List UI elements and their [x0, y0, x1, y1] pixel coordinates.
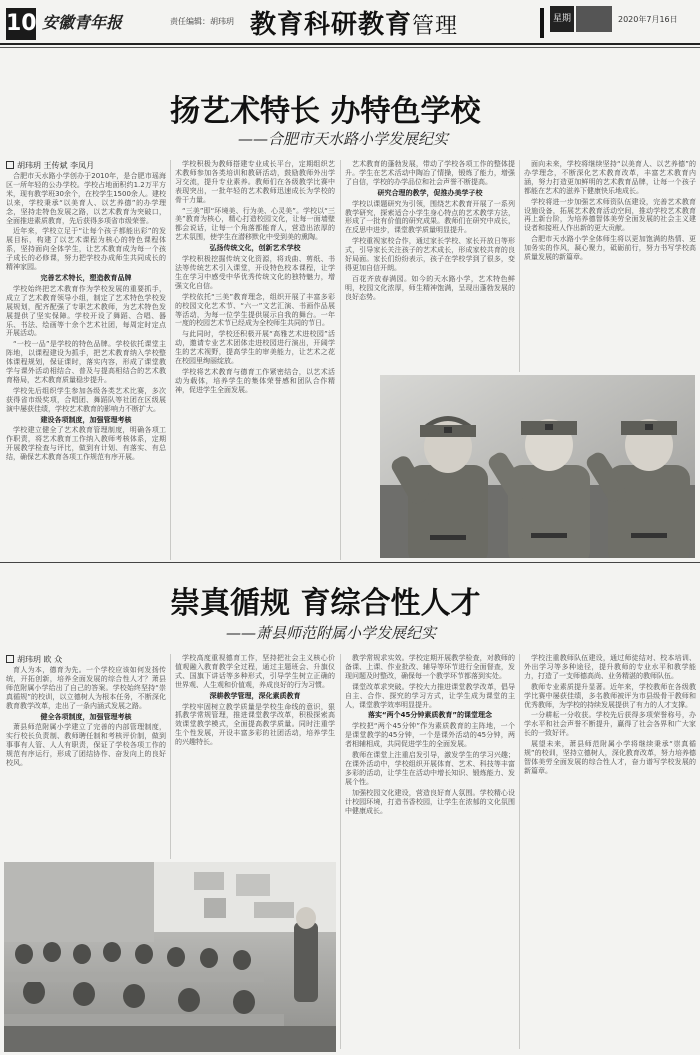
- paragraph: 学校将进一步加强艺术师资队伍建设，完善艺术教育设施设备，拓展艺术教育活动空间，推动学校艺术教育再上新台阶，为培养德智体美劳全面发展的社会主义建设者和接班人作出新的更大贡献。: [524, 197, 696, 233]
- article1-column-2: [175, 160, 335, 557]
- paragraph: 学校建立健全了艺术教育管理制度，明确各项工作职责，将艺术教育工作纳入教师考核体系，定期开展教学检查与评比，做到有计划、有落实、有总结，确保艺术教育各项工作规范有序开展。: [6, 426, 166, 462]
- paragraph: 学校以课题研究为引领，围绕艺术教育开展了一系列教学研究，探索适合小学生身心特点的艺术教学方法，形成了一批有价值的研究成果。教师们在研究中成长，在反思中进步，课堂教学质量明显提升。: [345, 199, 515, 235]
- article1-headline: 扬艺术特长 办特色学校: [170, 94, 481, 129]
- paragraph: 展望未来，萧县师范附属小学将继续秉承“崇真循规”的校训，坚持立德树人，深化教育改革，努力培养德智体美劳全面发展的综合性人才，奋力谱写学校发展的新篇章。: [524, 740, 696, 775]
- column-divider: [340, 160, 341, 560]
- paragraph: 学校始终把艺术教育作为学校发展的重要抓手，成立了艺术教育领导小组，制定了艺术特色学校发展规划，配齐配强了专职艺术教师，为艺术特色发展提供了坚实保障。学校开设了舞蹈、合唱、器乐、书法、绘画等十余个艺术社团，每周定时定点开展活动。: [6, 284, 166, 338]
- section-divider: [0, 562, 700, 563]
- column-divider: [340, 654, 341, 1049]
- article2-column-1: [6, 666, 166, 858]
- article2-byline: [6, 654, 62, 665]
- paragraph: 教师专业素质提升显著。近年来，学校教师在各级教学比赛中屡获佳绩，多名教师被评为市县级骨干教师和优秀教师，为学校的持续发展提供了有力的人才支撑。: [524, 682, 696, 709]
- article2-headline: 崇真循规 育综合性人才: [170, 586, 481, 621]
- paragraph: 合肥市天水路小学全体师生将以更加饱满的热情、更加务实的作风，凝心聚力，砥砺前行，努力书写学校高质量发展的新篇章。: [524, 235, 696, 262]
- byline-square-icon: [6, 161, 14, 169]
- paragraph: 学校积极挖掘传统文化资源，将戏曲、剪纸、书法等传统艺术引入课堂，开设特色校本课程，让学生在学习中感受中华优秀传统文化的独特魅力，增强文化自信。: [175, 255, 335, 290]
- article2-column-4: [524, 654, 696, 1049]
- paragraph: 学校依托“三美”教育理念，组织开展了丰富多彩的校园文化艺术节、“六一”文艺汇演、书画作品展等活动，为每一位学生提供展示自我的舞台。一年一度的校园艺术节已经成为全校师生共同的节日。: [175, 292, 335, 328]
- paragraph: 百花齐放春满园。如今的天水路小学，艺术特色鲜明，校园文化浓厚，师生精神饱满，呈现出蓬勃发展的良好态势。: [345, 274, 515, 301]
- paragraph: 学校高度重视德育工作，坚持把社会主义核心价值观融入教育教学全过程，通过主题班会、升旗仪式、国旗下讲话等多种形式，引导学生树立正确的世界观、人生观和价值观，养成良好的行为习惯。: [175, 654, 335, 689]
- paragraph: 一分耕耘一分收获。学校先后获得多项荣誉称号，办学水平和社会声誉不断提升，赢得了社会各界和广大家长的一致好评。: [524, 711, 696, 738]
- paragraph: 学校注重教师队伍建设，通过师徒结对、校本培训、外出学习等多种途径，提升教师的专业水平和教学能力，打造了一支师德高尚、业务精湛的教师队伍。: [524, 654, 696, 680]
- article1-column-1: [6, 172, 166, 557]
- brand-part-3: 管理: [412, 14, 459, 39]
- paragraph: “一校一品”是学校的特色品牌。学校依托课堂主阵地，以课程建设为抓手，把艺术教育纳入学校整体课程规划，保证课时，落实内容，形成了课堂教学与课外活动相结合、普及与提高相结合的艺术教育格局，艺术教育质量稳步提升。: [6, 340, 166, 384]
- brand-part-1: 教育科研: [250, 10, 359, 40]
- paragraph: 学校将艺术教育与德育工作紧密结合，以艺术活动为载体，培养学生的集体荣誉感和团队合作精神，促进学生全面发展。: [175, 367, 335, 394]
- paragraph: 学校积极为教师搭建专业成长平台，定期组织艺术教师参加各类培训和教研活动，鼓励教师外出学习交流，提升专业素养。教师们在各级教学比赛中表现突出，一批年轻的艺术教师迅速成长为学校的骨干力量。: [175, 160, 335, 204]
- column-divider: [519, 654, 520, 1049]
- article1-byline: [6, 160, 94, 171]
- section-brand: [250, 4, 458, 41]
- issue-date: 2020年7月16日: [618, 15, 678, 24]
- weekday-badge: 星期: [550, 6, 574, 32]
- section-subheading: 深耕教学管理，深化素质教育: [209, 691, 301, 700]
- section-subheading: 完善艺术特长，塑造教育品牌: [40, 273, 132, 282]
- paragraph: 与此同时，学校还积极开展“高雅艺术进校园”活动，邀请专业艺术团体走进校园进行演出，开阔学生的艺术视野，提高学生的审美能力，让艺术之花在校园里绚丽绽放。: [175, 330, 335, 366]
- section-subheading: 研究合理的教学，促推办美学子校: [377, 188, 483, 197]
- students-saluting-photo: [380, 375, 695, 558]
- paragraph: 学校牢固树立教学质量是学校生命线的意识，狠抓教学常规管理，推进课堂教学改革，积极探索高效课堂教学模式，全面提高教学质量。同时注重学生个性发展，开设丰富多彩的社团活动，培养学生的兴趣特长。: [175, 702, 335, 747]
- article1-column-3: [345, 160, 515, 372]
- brand-part-2: 教育: [358, 10, 413, 40]
- paragraph: 面向未来，学校将继续坚持“以美育人、以艺养德”的办学理念，不断深化艺术教育改革，丰富艺术教育内涵，努力打造更加鲜明的艺术教育品牌，让每一个孩子都能在艺术的滋养下健康快乐地成长。: [524, 160, 696, 195]
- article2-column-3: [345, 654, 515, 1049]
- paragraph: 教师在课堂上注重启发引导，激发学生的学习兴趣；在课外活动中，学校组织开展体育、艺术、科技等丰富多彩的活动，让学生在活动中增长知识、锻炼能力、发展个性。: [345, 751, 515, 786]
- article2-column-2: [175, 654, 335, 859]
- masthead-bar: [540, 8, 544, 38]
- article1-byline-text: 胡玮玥 王传斌 李凤月: [17, 161, 95, 170]
- article2-subheadline: ——萧县师范附属小学发展纪实: [226, 624, 437, 642]
- weekday-badge-block: [576, 6, 612, 32]
- article2-byline-text: 胡玮玥 欧 众: [17, 655, 63, 664]
- section-subheading: 健全各项制度，加强管理考核: [40, 712, 132, 721]
- editor-credit: 责任编辑：胡玮玥: [170, 17, 234, 26]
- paragraph: 萧县师范附属小学建立了完善的内部管理制度，实行校长负责制、教师聘任制和考核评价制，做到事事有人管、人人有职责，保证了学校各项工作的规范有序运行，形成了团结协作、奋发向上的良好校风。: [6, 723, 166, 768]
- column-divider: [519, 160, 520, 372]
- column-divider: [170, 654, 171, 859]
- byline-square-icon: [6, 655, 14, 663]
- paragraph: 学校先后组织学生参加各级各类艺术比赛，多次获得省市级奖项，合唱团、舞蹈队等社团在区级展演中屡获佳绩，学校艺术教育的影响力不断扩大。: [6, 386, 166, 413]
- article1-subheadline: ——合肥市天水路小学发展纪实: [238, 130, 449, 148]
- paragraph: 加强校园文化建设，营造良好育人氛围。学校精心设计校园环境，打造书香校园，让学生在浓郁的文化氛围中健康成长。: [345, 788, 515, 815]
- paragraph: 教学常规求实效。学校定期开展教学检查，对教师的备课、上课、作业批改、辅导等环节进行全面督查，发现问题及时整改，确保每一个教学环节都落到实处。: [345, 654, 515, 680]
- paragraph: 学校重视家校合作，通过家长学校、家长开放日等形式，引导家长关注孩子的艺术成长，形成家校共育的良好局面。家长们纷纷表示，孩子在学校学到了很多，变得更加自信开朗。: [345, 237, 515, 272]
- masthead-rule-thin: [0, 47, 700, 48]
- paragraph: 育人为本，德育为先。一个学校应该如何发扬传统，开拓创新，培养全面发展的综合性人才？萧县师范附属小学给出了自己的答案。学校始终坚持“崇真循规”的校训，以立德树人为根本任务，不断深化教育教学改革，走出了一条内涵式发展之路。: [6, 666, 166, 710]
- section-subheading: 落实“两个45分钟素质教育”的课堂理念: [368, 711, 492, 720]
- section-subheading: 弘扬传统文化，创新艺术学校: [209, 244, 301, 253]
- classroom-photo: [4, 862, 336, 1052]
- paragraph: 合肥市天水路小学创办于2010年，是合肥市瑶海区一所年轻的公办学校。学校占地面积约1.2万平方米，现有教学班30余个，在校学生1500余人。建校以来，学校秉承“以美育人、以艺养德”的办学理念，坚持走特色发展之路，以艺术教育为突破口，全面推进素质教育，先后获得多项省市级荣誉。: [6, 172, 166, 225]
- article1-column-4: [524, 160, 696, 372]
- paragraph: 学校把“两个45分钟”作为素质教育的主阵地，一个是课堂教学的45分钟，一个是课外活动的45分钟，两者相辅相成，共同促进学生的全面发展。: [345, 722, 515, 749]
- column-divider: [170, 160, 171, 560]
- paragraph: 艺术教育的蓬勃发展，带动了学校各项工作的整体提升。学生在艺术活动中陶冶了情操，锻炼了能力，增强了自信，学校的办学品位和社会声誉不断提高。: [345, 160, 515, 186]
- masthead-rule: [0, 43, 700, 45]
- page-number: 10: [6, 8, 36, 40]
- newspaper-name: 安徽青年报: [42, 13, 123, 32]
- paragraph: “三美”即“环境美、行为美、心灵美”。学校以“三美”教育为核心，精心打造校园文化，让每一面墙壁都会说话，让每一个角落都能育人，营造出浓厚的艺术氛围，使学生在潜移默化中受到美的熏陶。: [175, 206, 335, 242]
- paragraph: 近年来，学校立足于“让每个孩子都能出彩”的发展目标，构建了以艺术课程为核心的特色课程体系，坚持面向全体学生，让艺术教育成为每一个孩子成长的必修课，努力把学校办成师生共同成长的精神家园。: [6, 227, 166, 272]
- paragraph: 课堂改革求突破。学校大力推进课堂教学改革，倡导自主、合作、探究的学习方式，让学生成为课堂的主人，课堂教学效率明显提升。: [345, 682, 515, 709]
- section-subheading: 建设各项制度，加强管理考核: [40, 415, 132, 424]
